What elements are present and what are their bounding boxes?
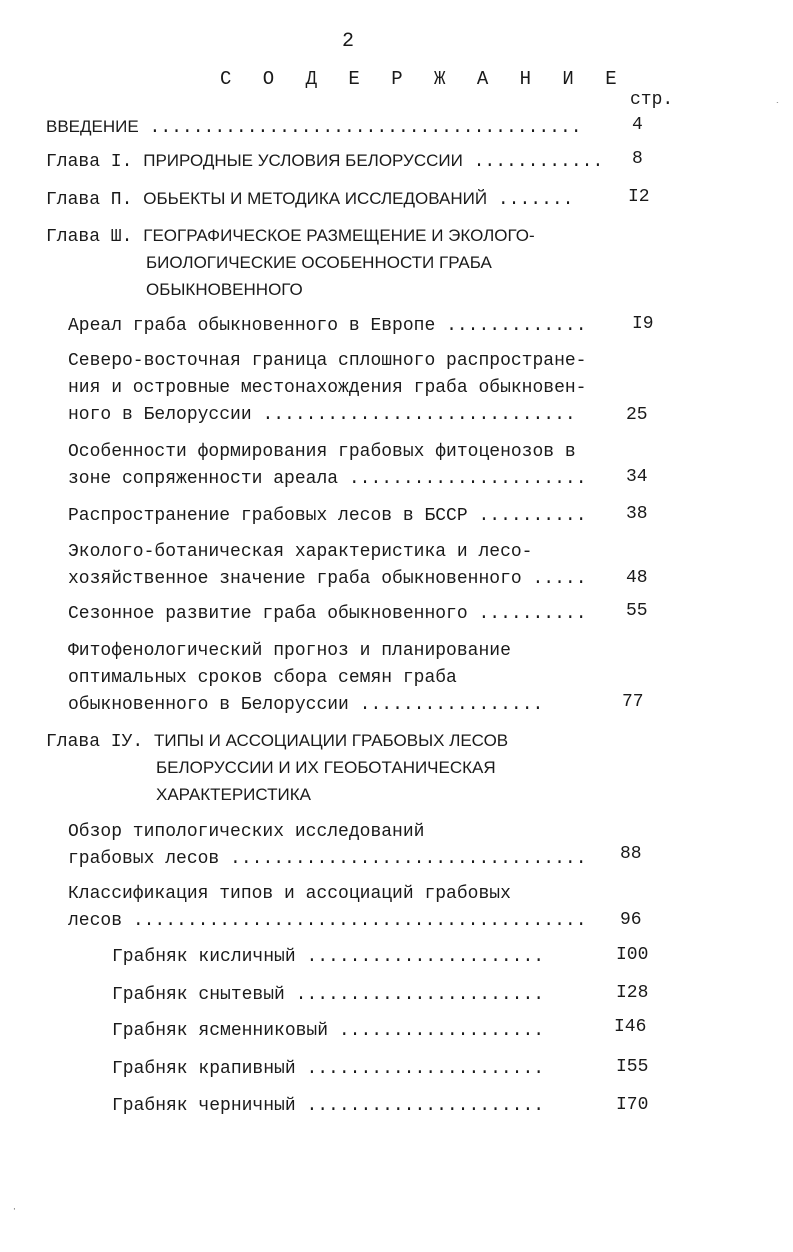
toc-entry-text-continued: ОБЫКНОВЕННОГО — [146, 280, 303, 299]
toc-entry-text: Распространение грабовых лесов в БССР — [68, 506, 468, 526]
toc-entry-section: Эколого-ботаническая характеристика и лесо- — [68, 542, 533, 562]
toc-entry-section-continued — [68, 694, 543, 716]
leader-dots: ....... — [497, 190, 574, 210]
chapter-prefix: Глава Ш. — [46, 227, 133, 247]
toc-page-number: I46 — [614, 1017, 647, 1037]
leader-dots: .......................................... — [132, 911, 587, 931]
leader-dots: ................................. — [230, 849, 587, 869]
page-column-label: стр. — [630, 90, 674, 110]
toc-entry-subsection — [112, 1058, 544, 1080]
toc-entry-text: Грабняк кисличный — [112, 947, 296, 967]
toc-entry-text: Сезонное развитие граба обыкновенного — [68, 604, 468, 624]
leader-dots: ............. — [446, 316, 587, 336]
toc-entry-text: грабовых лесов — [68, 849, 220, 869]
toc-entry-text: зоне сопряженности ареала — [68, 469, 339, 489]
toc-entry-chapter-1 — [46, 150, 603, 173]
toc-page-number: 34 — [626, 467, 648, 487]
toc-page-number: 88 — [620, 844, 642, 864]
toc-entry-section — [68, 315, 587, 337]
leader-dots: ..... — [532, 569, 587, 589]
chapter-prefix: Глава I. — [46, 152, 133, 172]
toc-entry-text: Грабняк крапивный — [112, 1059, 296, 1079]
toc-entry-section-continued: ния и островные местонахождения граба обыкновен- — [68, 378, 587, 398]
toc-page-number: I00 — [616, 945, 649, 965]
toc-entry-subsection — [112, 946, 544, 968]
toc-page-number: 25 — [626, 405, 648, 425]
toc-entry-text: хозяйственное значение граба обыкновенного — [68, 569, 522, 589]
leader-dots: ................... — [338, 1021, 545, 1041]
toc-page-number: 96 — [620, 910, 642, 930]
toc-entry-text-continued: БЕЛОРУССИИ И ИХ ГЕОБОТАНИЧЕСКАЯ — [156, 758, 496, 777]
toc-entry-text: Грабняк снытевый — [112, 985, 285, 1005]
toc-entry-text-continued: БИОЛОГИЧЕСКИЕ ОСОБЕННОСТИ ГРАБА — [146, 253, 492, 272]
toc-entry-section-continued — [68, 468, 587, 490]
toc-page-number: I28 — [616, 983, 649, 1003]
toc-entry-text-continued: ХАРАКТЕРИСТИКА — [156, 785, 311, 804]
toc-entry-chapter-2 — [46, 188, 573, 211]
chapter-prefix: Глава IУ. — [46, 732, 144, 752]
page-title: С О Д Е Р Ж А Н И Е — [220, 68, 627, 90]
scan-speck: ` — [775, 102, 780, 111]
toc-entry-section: Обзор типологических исследований — [68, 822, 425, 842]
toc-entry-section: Классификация типов и ассоциаций грабовых — [68, 884, 511, 904]
toc-page-number: 55 — [626, 601, 648, 621]
toc-page-number: I9 — [632, 314, 654, 334]
toc-entry-text: ного в Белоруссии — [68, 405, 252, 425]
leader-dots: ....................... — [295, 985, 545, 1005]
toc-entry-text: лесов — [68, 911, 123, 931]
toc-page-number: 48 — [626, 568, 648, 588]
toc-entry-section-continued — [68, 848, 587, 870]
leader-dots: .......... — [478, 604, 587, 624]
toc-entry-section — [68, 603, 587, 625]
leader-dots: ...................... — [306, 1059, 545, 1079]
leader-dots: .......... — [478, 506, 587, 526]
leader-dots: ............ — [473, 152, 604, 172]
toc-entry-section: Особенности формирования грабовых фитоценозов в — [68, 442, 576, 462]
toc-entry-text: ВВЕДЕНИЕ — [46, 117, 139, 136]
toc-entry-subsection — [112, 1095, 544, 1117]
leader-dots: ...................... — [306, 1096, 545, 1116]
toc-entry-text: ТИПЫ И АССОЦИАЦИИ ГРАБОВЫХ ЛЕСОВ — [154, 731, 509, 750]
toc-page-number: 4 — [632, 115, 643, 135]
toc-entry-section: Фитофенологический прогноз и планирование — [68, 641, 511, 661]
toc-entry-chapter-3 — [46, 225, 535, 248]
toc-entry-chapter-4 — [46, 730, 508, 753]
toc-page-number: I55 — [616, 1057, 649, 1077]
toc-entry-section — [68, 505, 587, 527]
scan-speck: · — [12, 1205, 17, 1214]
toc-entry-section: Северо-восточная граница сплошного распростране- — [68, 351, 587, 371]
toc-page-number: 8 — [632, 149, 643, 169]
toc-page-number: 38 — [626, 504, 648, 524]
leader-dots: ................. — [359, 695, 544, 715]
page-number: 2 — [341, 30, 354, 53]
toc-entry-text: Ареал граба обыкновенного в Европе — [68, 316, 436, 336]
leader-dots: ............................. — [262, 405, 576, 425]
leader-dots: ........................................ — [149, 118, 582, 138]
toc-entry-text: ПРИРОДНЫЕ УСЛОВИЯ БЕЛОРУССИИ — [143, 151, 463, 170]
toc-entry-section-continued — [68, 404, 576, 426]
toc-entry-subsection — [112, 984, 544, 1006]
toc-entry-text: ГЕОГРАФИЧЕСКОЕ РАЗМЕЩЕНИЕ И ЭКОЛОГО- — [143, 226, 535, 245]
toc-entry-text: Грабняк черничный — [112, 1096, 296, 1116]
leader-dots: ...................... — [306, 947, 545, 967]
toc-entry-subsection — [112, 1020, 544, 1042]
toc-page-number: 77 — [622, 692, 644, 712]
toc-page-number: I2 — [628, 187, 650, 207]
toc-entry-intro — [46, 116, 582, 139]
toc-entry-section-continued — [68, 568, 587, 590]
toc-entry-text: ОБЬЕКТЫ И МЕТОДИКА ИССЛЕДОВАНИЙ — [143, 189, 488, 208]
leader-dots: ...................... — [348, 469, 587, 489]
chapter-prefix: Глава П. — [46, 190, 133, 210]
toc-entry-section-continued: оптимальных сроков сбора семян граба — [68, 668, 457, 688]
toc-page-number: I70 — [616, 1095, 649, 1115]
toc-entry-text: Грабняк ясменниковый — [112, 1021, 329, 1041]
toc-entry-text: обыкновенного в Белоруссии — [68, 695, 349, 715]
toc-entry-section-continued — [68, 910, 587, 932]
